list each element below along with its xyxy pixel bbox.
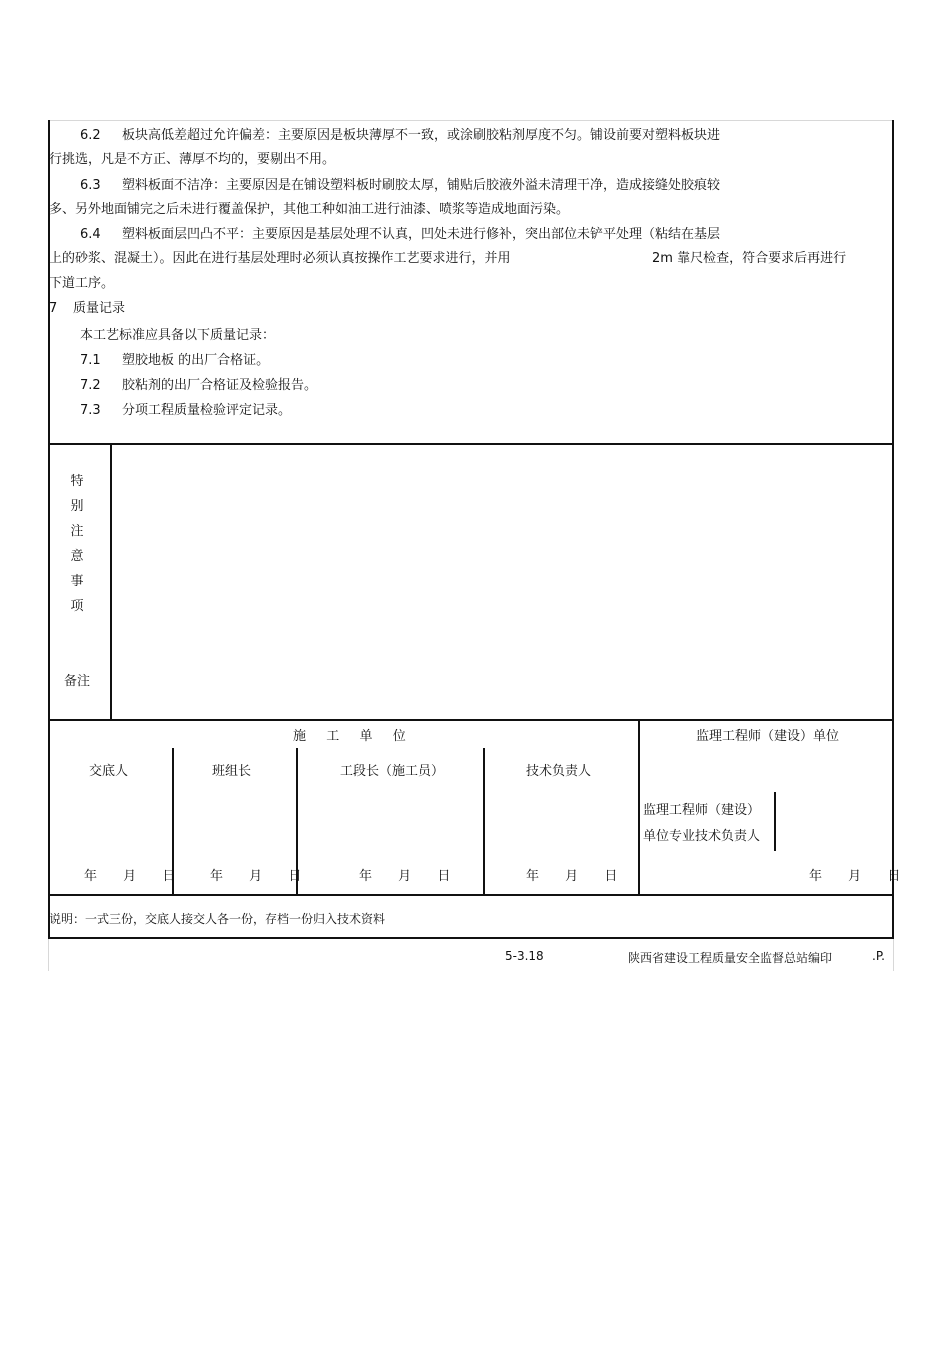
role-team-leader: 班组长 xyxy=(212,764,252,779)
date-day: 日 xyxy=(887,869,901,884)
record-text: 分项工程质量检验评定记录。 xyxy=(122,403,292,418)
item-6-3-line1 xyxy=(80,174,720,193)
construction-unit-header: 施 工 单 位 xyxy=(293,729,410,744)
special-notes-char: 意 xyxy=(70,549,84,564)
section-7-number: 7 xyxy=(49,301,58,316)
left-faint-below xyxy=(48,939,49,971)
left-border xyxy=(48,120,50,939)
supervisor-sign-bar xyxy=(774,792,776,851)
date-month: 月 xyxy=(565,869,579,884)
notes-divider xyxy=(110,443,112,720)
special-notes-char: 项 xyxy=(70,599,84,614)
right-border xyxy=(892,120,894,939)
date-day: 日 xyxy=(604,869,618,884)
date-month: 月 xyxy=(123,869,137,884)
special-notes-char: 事 xyxy=(70,574,84,589)
record-7-2 xyxy=(80,374,317,393)
item-6-3-number: 6.3 xyxy=(80,178,101,193)
item-6-2-text: 板块高低差超过允许偏差：主要原因是板块薄厚不一致，或涂刷胶粘剂厚度不匀。铺设前要对塑料板块进 xyxy=(122,128,721,143)
record-number: 7.3 xyxy=(80,403,101,418)
content-bottom-rule xyxy=(48,443,894,445)
publisher: 陕西省建设工程质量安全监督总站编印 xyxy=(628,951,833,965)
role-divider-3 xyxy=(483,748,485,895)
role-technical-lead: 技术负责人 xyxy=(526,764,592,779)
record-number: 7.2 xyxy=(80,378,101,393)
record-number: 7.1 xyxy=(80,353,101,368)
page-code: 5-3.18 xyxy=(505,949,544,963)
date-year: 年 xyxy=(359,869,373,884)
date-day: 日 xyxy=(288,869,302,884)
date-year: 年 xyxy=(526,869,540,884)
item-6-2-line1 xyxy=(80,124,720,143)
supervisor-sign-label-1: 监理工程师（建设） xyxy=(643,803,761,818)
notes-bottom-rule xyxy=(48,719,894,721)
item-6-4-text: 塑料板面层凹凸不平：主要原因是基层处理不认真，凹处未进行修补，突出部位未铲平处理（粘结在基层 xyxy=(122,227,721,242)
item-6-2-number: 6.2 xyxy=(80,128,101,143)
date-col-1 xyxy=(84,865,175,884)
item-6-2-line2: 行挑选，凡是不方正、薄厚不均的，要剔出不用。 xyxy=(49,152,336,167)
supervisor-unit-header: 监理工程师（建设）单位 xyxy=(696,729,840,744)
item-6-3-text: 塑料板面不洁净：主要原因是在铺设塑料板时刷胶太厚，铺贴后胶液外溢未清理干净，造成接缝处胶痕较 xyxy=(122,178,721,193)
date-year: 年 xyxy=(809,869,823,884)
remarks-label: 备注 xyxy=(64,674,91,689)
date-col-2 xyxy=(210,865,301,884)
date-col-supervisor xyxy=(809,865,900,884)
date-year: 年 xyxy=(84,869,98,884)
item-6-4-line2b: 2m 靠尺检查，符合要求后再进行 xyxy=(652,251,847,266)
special-notes-char: 别 xyxy=(70,499,84,514)
special-notes-char: 特 xyxy=(70,474,84,489)
item-6-4-line1 xyxy=(80,223,720,242)
item-6-4-number: 6.4 xyxy=(80,227,101,242)
page-mark: .P. xyxy=(872,949,885,963)
date-month: 月 xyxy=(398,869,412,884)
role-section-chief: 工段长（施工员） xyxy=(340,764,445,779)
item-6-4-line3: 下道工序。 xyxy=(49,276,115,291)
date-month: 月 xyxy=(249,869,263,884)
date-day: 日 xyxy=(437,869,451,884)
date-col-3 xyxy=(359,865,450,884)
date-year: 年 xyxy=(210,869,224,884)
section-7-title: 质量记录 xyxy=(73,301,126,316)
item-6-4-line2a: 上的砂浆、混凝土）。因此在进行基层处理时必须认真按操作工艺要求进行，并用 xyxy=(49,251,511,266)
note-bottom-rule xyxy=(48,937,894,939)
record-text: 胶粘剂的出厂合格证及检验报告。 xyxy=(122,378,318,393)
quality-intro: 本工艺标准应具备以下质量记录： xyxy=(80,328,276,343)
section-7-heading xyxy=(49,297,125,316)
right-faint-below xyxy=(893,939,894,971)
special-notes-char: 注 xyxy=(70,524,84,539)
date-col-4 xyxy=(526,865,617,884)
signoff-bottom-rule xyxy=(48,894,894,896)
item-6-3-line2: 多、另外地面铺完之后未进行覆盖保护，其他工种如油工进行油漆、喷浆等造成地面污染。 xyxy=(49,202,570,217)
record-7-3 xyxy=(80,399,291,418)
record-text: 塑胶地板 的出厂合格证。 xyxy=(122,353,270,368)
supervisor-sign-label-2: 单位专业技术负责人 xyxy=(643,829,761,844)
distribution-note: 说明：一式三份，交底人接交人各一份，存档一份归入技术资料 xyxy=(49,912,386,926)
date-day: 日 xyxy=(162,869,176,884)
date-month: 月 xyxy=(848,869,862,884)
role-disclosure-person: 交底人 xyxy=(89,764,129,779)
top-faint-rule xyxy=(48,120,894,121)
unit-divider xyxy=(638,719,640,895)
record-7-1 xyxy=(80,349,269,368)
